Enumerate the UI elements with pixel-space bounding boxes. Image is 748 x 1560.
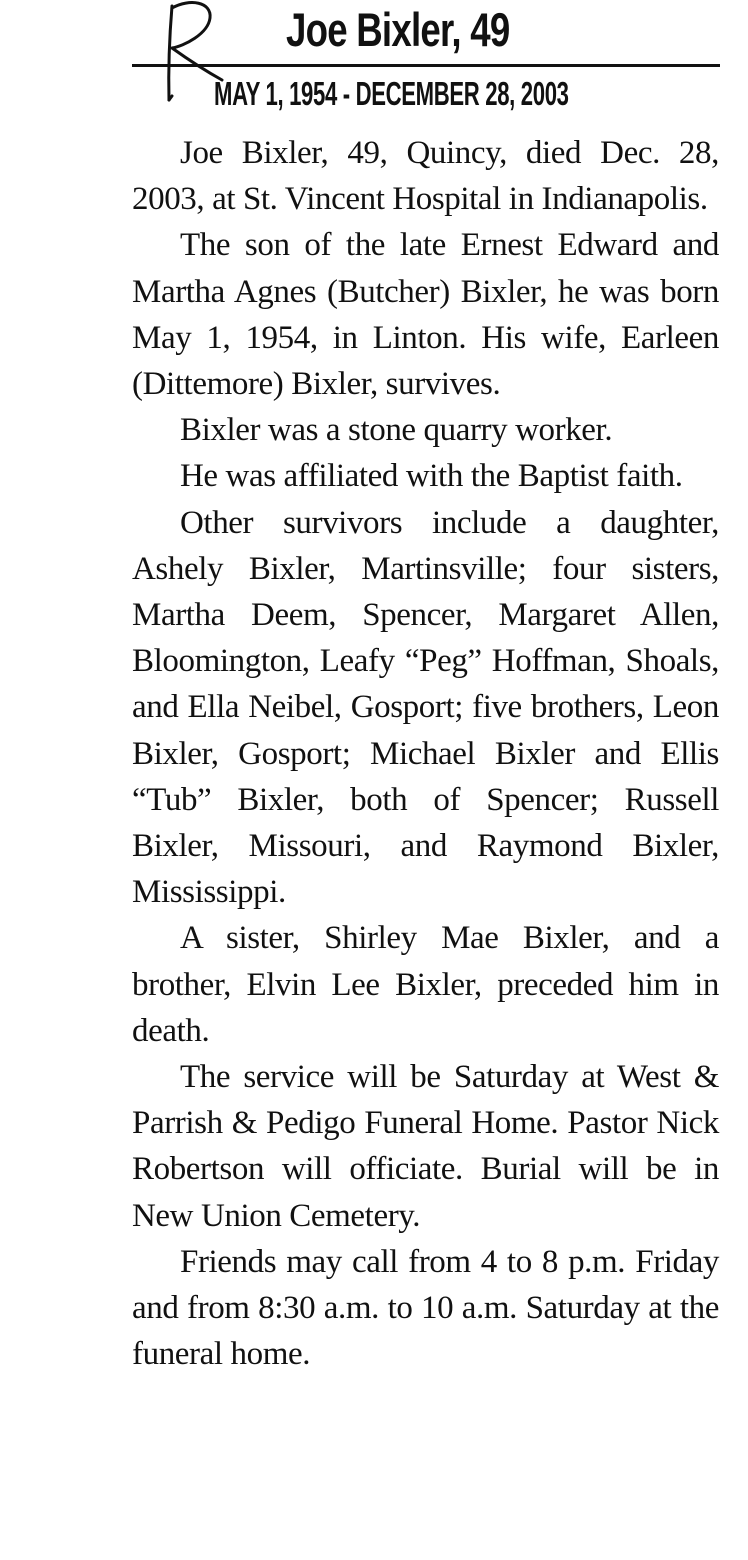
paragraph-faith: He was affiliated with the Baptist faith. — [180, 458, 683, 495]
obituary-headline: Joe Bixler, 49 — [286, 3, 510, 56]
paragraph-visitation: Friends may call from 4 to 8 p.m. Friday and from 8:30 a.m. to 10 a.m. Saturday at the funeral home. — [132, 1243, 719, 1373]
paragraph-survivors: Other survivors include a daughter, Ashely Bixler, Martinsville; four sisters, Martha Deem, Spencer, Margaret Allen, Bloomington, Leafy “Peg” Hoffman, Shoals, and Ella Neibel, Gosport; five brothers, Leon Bixler, Gosport; Michael Bixler and Ellis “Tub” Bixler, both of Spencer; Russell Bixler, Missouri, and Raymond Bixler, Mississippi. — [132, 504, 719, 911]
paragraph-service: The service will be Saturday at West & Parrish & Pedigo Funeral Home. Pastor Nick Robertson will officiate. Burial will be in New Union Cemetery. — [132, 1059, 719, 1234]
headline-rule — [132, 64, 720, 67]
paragraph-death-notice: Joe Bixler, 49, Quincy, died Dec. 28, 2003, at St. Vincent Hospital in Indianapolis. — [132, 135, 719, 218]
paragraph-family: The son of the late Ernest Edward and Martha Agnes (Butcher) Bixler, he was born May 1, 1954, in Linton. His wife, Earleen (Dittemore) Bixler, survives. — [132, 227, 719, 403]
paragraph-occupation: Bixler was a stone quarry worker. — [180, 412, 613, 449]
paragraph-preceded: A sister, Shirley Mae Bixler, and a brother, Elvin Lee Bixler, preceded him in death. — [132, 920, 719, 1049]
life-dates: MAY 1, 1954 - DECEMBER 28, 2003 — [214, 75, 569, 112]
obituary-body — [132, 130, 719, 1377]
